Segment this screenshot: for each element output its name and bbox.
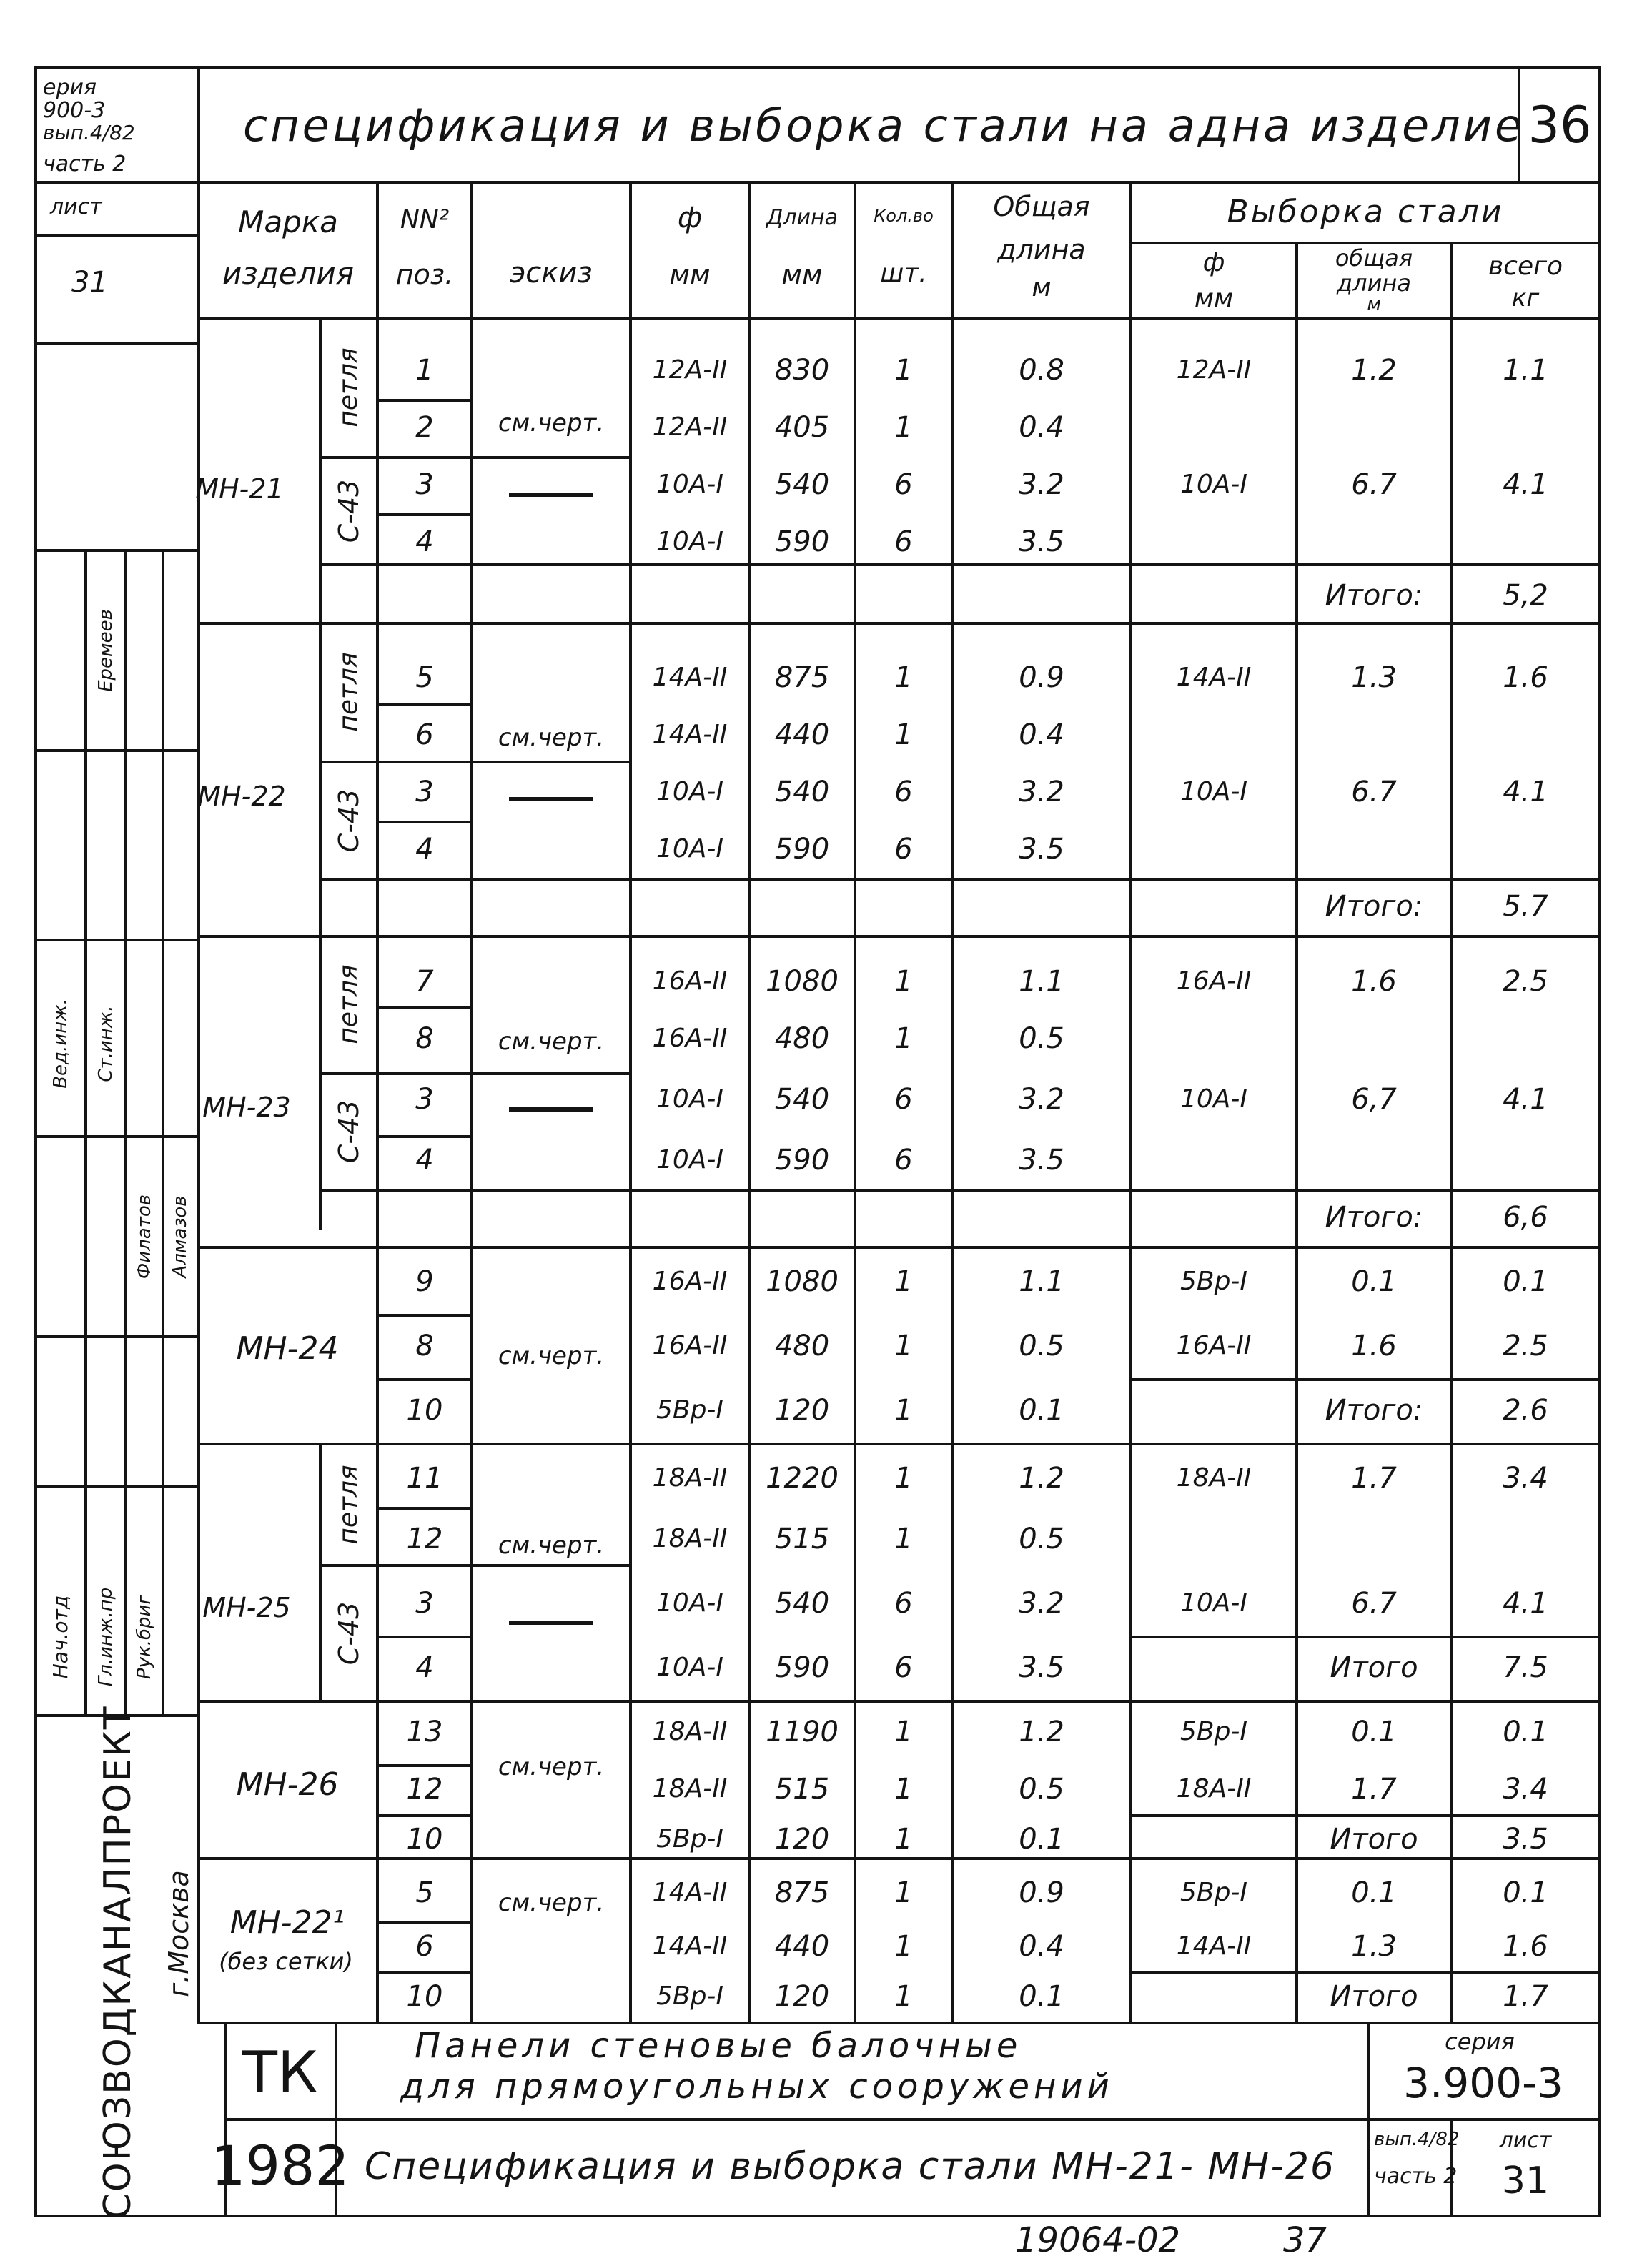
selection-len: Итого:: [1325, 1201, 1423, 1234]
group-loop-1: петля: [334, 347, 363, 427]
selection-len: 0.1: [1351, 1716, 1397, 1748]
title-series-label: серия: [1445, 2028, 1515, 2055]
selection-len: Итого: [1330, 1651, 1418, 1684]
row-total: 1.2: [1019, 1716, 1064, 1748]
row-total: 0.5: [1019, 1330, 1064, 1362]
header-mark-l2: изделия: [222, 256, 354, 291]
row-len: 120: [774, 1394, 830, 1427]
header-sel-kg-l2: кг: [1511, 284, 1540, 312]
row-len: 590: [774, 525, 830, 558]
row-total: 1.1: [1019, 1265, 1064, 1298]
group-c43-3: С-43: [333, 1099, 365, 1164]
row-diam: 16А-II: [652, 1267, 728, 1297]
row-diam: 14А-II: [652, 720, 728, 750]
selection-diam: 5Вр-I: [1179, 1878, 1248, 1908]
selection-kg: 2.6: [1503, 1394, 1548, 1427]
header-total-l2: длина: [997, 234, 1086, 265]
selection-kg: 1.1: [1503, 354, 1548, 387]
row-pos: 10: [406, 1823, 443, 1856]
selection-diam: 14А-II: [1176, 663, 1252, 693]
selection-kg: 4.1: [1503, 776, 1548, 808]
title-part: часть 2: [1374, 2164, 1458, 2189]
row-qty: 1: [894, 354, 913, 387]
page-number: 36: [1528, 96, 1592, 154]
row-diam: 10А-I: [656, 1588, 724, 1618]
row-total: 3.2: [1019, 468, 1064, 501]
selection-kg: 6,6: [1503, 1201, 1548, 1234]
row-diam: 10А-I: [656, 470, 724, 500]
org-city: г.Москва: [163, 1870, 194, 1997]
row-total: 0.5: [1019, 1773, 1064, 1806]
selection-diam: 18А-II: [1176, 1774, 1252, 1804]
row-qty: 6: [894, 1587, 913, 1620]
selection-kg: 5,2: [1503, 579, 1548, 612]
header-sel-len-l1: общая: [1335, 244, 1413, 272]
stamp-issue: вып.4/82: [43, 121, 135, 144]
row-total: 3.5: [1019, 525, 1064, 558]
selection-kg: 1.7: [1503, 1980, 1548, 2013]
selection-kg: 1.6: [1503, 1930, 1548, 1963]
selection-len: 6.7: [1351, 1587, 1397, 1620]
row-diam: 18А-II: [652, 1774, 728, 1804]
selection-diam: 5Вр-I: [1179, 1267, 1248, 1297]
row-diam: 18А-II: [652, 1463, 728, 1493]
row-pos: 10: [406, 1980, 443, 2013]
selection-diam: 10А-I: [1179, 777, 1248, 807]
header-selection: Выборка стали: [1227, 194, 1504, 230]
see-drawing-1: см.черт.: [498, 409, 605, 437]
row-qty: 6: [894, 833, 913, 866]
sig-role-senior: Ст.инж.: [95, 1005, 117, 1082]
row-total: 3.2: [1019, 1083, 1064, 1116]
row-pos: 9: [415, 1265, 434, 1298]
row-qty: 1: [894, 1022, 913, 1055]
row-pos: 5: [415, 1876, 434, 1909]
selection-kg: 2.5: [1503, 1330, 1548, 1362]
header-sel-len-l2: длина: [1337, 269, 1411, 297]
row-total: 0.1: [1019, 1980, 1064, 2013]
selection-len: 1.7: [1351, 1773, 1397, 1806]
group-loop-4: петля: [334, 1465, 363, 1545]
header-sel-kg-l1: всего: [1488, 252, 1563, 281]
org-name: СОЮЗВОДКАНАЛПРОЕКТ: [97, 1705, 139, 2220]
see-drawing-5: см.черт.: [498, 1531, 605, 1560]
see-drawing-3: см.черт.: [498, 1027, 605, 1056]
group-loop-3: петля: [334, 964, 363, 1044]
sig-name-almazov: Алмазов: [169, 1195, 191, 1278]
header-sel-diam-l1: ф: [1202, 248, 1225, 277]
header-pos-l1: NN²: [400, 205, 450, 234]
selection-diam: 12А-II: [1176, 355, 1252, 385]
row-qty: 1: [894, 1523, 913, 1555]
selection-len: 1.2: [1351, 354, 1397, 387]
row-qty: 1: [894, 1330, 913, 1362]
row-pos: 3: [415, 468, 434, 501]
selection-kg: 3.5: [1503, 1823, 1548, 1856]
row-qty: 1: [894, 1716, 913, 1748]
row-diam: 18А-II: [652, 1717, 728, 1747]
selection-kg: 3.4: [1503, 1773, 1548, 1806]
sig-name-filatov: Филатов: [134, 1194, 155, 1280]
row-pos: 4: [415, 1144, 434, 1177]
row-len: 540: [774, 468, 830, 501]
selection-len: 6,7: [1351, 1083, 1397, 1116]
row-len: 405: [774, 411, 830, 444]
selection-kg: 3.4: [1503, 1462, 1548, 1495]
see-drawing-2: см.черт.: [498, 723, 605, 752]
mark-mn22: МН-22: [197, 781, 286, 812]
selection-diam: 10А-I: [1179, 1084, 1248, 1114]
row-total: 0.4: [1019, 1930, 1064, 1963]
selection-diam: 16А-II: [1176, 966, 1252, 996]
row-qty: 1: [894, 965, 913, 998]
stamp-sheet-number: 31: [71, 266, 108, 299]
group-c43-1: С-43: [333, 479, 365, 543]
row-len: 515: [774, 1773, 830, 1806]
header-diam-l1: ф: [677, 202, 703, 234]
title-year: 1982: [211, 2134, 350, 2197]
mark-mn25: МН-25: [202, 1592, 291, 1623]
selection-len: 1.3: [1351, 1930, 1397, 1963]
row-qty: 1: [894, 1462, 913, 1495]
selection-diam: 16А-II: [1176, 1331, 1252, 1361]
header-pos-l2: поз.: [395, 259, 454, 290]
header-len-l2: мм: [781, 259, 823, 290]
row-pos: 8: [415, 1330, 434, 1362]
row-total: 1.2: [1019, 1462, 1064, 1495]
row-len: 540: [774, 1083, 830, 1116]
row-len: 590: [774, 1144, 830, 1177]
selection-len: 0.1: [1351, 1265, 1397, 1298]
selection-kg: 4.1: [1503, 1587, 1548, 1620]
row-qty: 1: [894, 1930, 913, 1963]
selection-len: 1.6: [1351, 1330, 1397, 1362]
row-len: 120: [774, 1823, 830, 1856]
title-series: 3.900-3: [1403, 2059, 1563, 2107]
sig-role-leading: Вед.инж.: [50, 999, 71, 1089]
selection-kg: 0.1: [1503, 1716, 1548, 1748]
row-diam: 10А-I: [656, 1653, 724, 1683]
row-pos: 3: [415, 1083, 434, 1116]
selection-len: 0.1: [1351, 1876, 1397, 1909]
selection-len: 1.7: [1351, 1462, 1397, 1495]
mark-mn26: МН-26: [236, 1766, 339, 1803]
stamp-part: часть 2: [43, 152, 127, 177]
selection-diam: 10А-I: [1179, 1588, 1248, 1618]
row-len: 515: [774, 1523, 830, 1555]
row-len: 1080: [766, 1265, 839, 1298]
selection-diam: 18А-II: [1176, 1463, 1252, 1493]
row-total: 1.1: [1019, 965, 1064, 998]
stamp-sheet-label: лист: [50, 194, 102, 219]
row-diam: 5Вр-I: [656, 1982, 724, 2012]
header-diam-l2: мм: [669, 259, 711, 290]
row-len: 480: [774, 1330, 830, 1362]
footer-code: 19064-02: [1015, 2220, 1181, 2260]
selection-len: 1.3: [1351, 661, 1397, 694]
row-len: 1190: [766, 1716, 839, 1748]
selection-len: Итого:: [1325, 579, 1423, 612]
selection-len: Итого: [1330, 1980, 1418, 2013]
row-diam: 5Вр-I: [656, 1824, 724, 1854]
row-qty: 6: [894, 468, 913, 501]
sig-role-lead: Рук.бриг: [134, 1594, 155, 1680]
row-pos: 3: [415, 1587, 434, 1620]
header-mark-l1: Марка: [238, 204, 338, 239]
page-title: спецификация и выборка стали на адна изделие: [243, 99, 1525, 152]
selection-len: 6.7: [1351, 776, 1397, 808]
row-pos: 3: [415, 776, 434, 808]
row-total: 0.1: [1019, 1823, 1064, 1856]
row-pos: 6: [415, 1930, 434, 1963]
row-pos: 1: [415, 354, 434, 387]
row-total: 0.5: [1019, 1022, 1064, 1055]
row-diam: 16А-II: [652, 966, 728, 996]
row-qty: 6: [894, 1083, 913, 1116]
row-diam: 14А-II: [652, 1878, 728, 1908]
row-pos: 2: [415, 411, 434, 444]
header-qty-l2: шт.: [880, 259, 927, 288]
selection-kg: 2.5: [1503, 965, 1548, 998]
sig-role-head: Нач.отд: [49, 1595, 72, 1679]
row-len: 540: [774, 1587, 830, 1620]
header-qty-l1: Кол.во: [874, 206, 934, 226]
title-sheet: 31: [1501, 2159, 1550, 2202]
stamp-series-label: ерия: [43, 75, 97, 100]
stamp-series-number: 900-3: [43, 98, 106, 123]
row-pos: 4: [415, 1651, 434, 1684]
row-qty: 6: [894, 525, 913, 558]
row-diam: 12А-II: [652, 355, 728, 385]
group-c43-2: С-43: [333, 788, 365, 853]
title-name-l2: для прямоугольных сооружений: [400, 2067, 1114, 2107]
selection-diam: 10А-I: [1179, 470, 1248, 500]
see-drawing-6: см.черт.: [498, 1753, 605, 1781]
header-len-l1: Длина: [766, 205, 839, 230]
row-pos: 8: [415, 1022, 434, 1055]
row-pos: 4: [415, 525, 434, 558]
group-loop-2: петля: [334, 652, 363, 732]
selection-kg: 4.1: [1503, 468, 1548, 501]
row-pos: 6: [415, 718, 434, 751]
selection-len: Итого: [1330, 1823, 1418, 1856]
selection-len: 6.7: [1351, 468, 1397, 501]
mark-mn21: МН-21: [195, 473, 284, 505]
see-drawing-4: см.черт.: [498, 1342, 605, 1370]
row-qty: 1: [894, 1773, 913, 1806]
row-pos: 11: [406, 1462, 443, 1495]
row-len: 590: [774, 833, 830, 866]
group-c43-4: С-43: [333, 1601, 365, 1666]
row-len: 875: [774, 661, 830, 694]
row-len: 1080: [766, 965, 839, 998]
row-qty: 1: [894, 411, 913, 444]
row-total: 3.5: [1019, 1651, 1064, 1684]
row-diam: 10А-I: [656, 1145, 724, 1175]
selection-len: Итого:: [1325, 1394, 1423, 1427]
title-name-l1: Панели стеновые балочные: [415, 2026, 1022, 2066]
selection-len: Итого:: [1325, 890, 1423, 923]
row-diam: 14А-II: [652, 1931, 728, 1961]
row-total: 0.8: [1019, 354, 1064, 387]
row-total: 0.5: [1019, 1523, 1064, 1555]
row-total: 0.9: [1019, 1876, 1064, 1909]
row-qty: 1: [894, 718, 913, 751]
selection-kg: 0.1: [1503, 1265, 1548, 1298]
row-total: 0.4: [1019, 411, 1064, 444]
row-diam: 10А-I: [656, 527, 724, 557]
row-len: 120: [774, 1980, 830, 2013]
selection-diam: 5Вр-I: [1179, 1717, 1248, 1747]
row-len: 590: [774, 1651, 830, 1684]
row-diam: 12А-II: [652, 412, 728, 442]
header-sketch: эскиз: [510, 257, 593, 290]
row-pos: 7: [415, 965, 434, 998]
row-pos: 5: [415, 661, 434, 694]
row-qty: 1: [894, 1394, 913, 1427]
header-sel-len-l3: м: [1367, 294, 1381, 315]
see-drawing-7: см.черт.: [498, 1889, 605, 1917]
row-total: 0.1: [1019, 1394, 1064, 1427]
row-diam: 5Вр-I: [656, 1395, 724, 1425]
sig-name-eremeev: Еремеев: [95, 609, 117, 692]
row-diam: 14А-II: [652, 663, 728, 693]
row-len: 540: [774, 776, 830, 808]
row-diam: 10А-I: [656, 777, 724, 807]
header-total-l1: Общая: [993, 191, 1090, 222]
row-pos: 4: [415, 833, 434, 866]
row-total: 3.2: [1019, 776, 1064, 808]
row-diam: 10А-I: [656, 834, 724, 864]
row-len: 440: [774, 1930, 830, 1963]
mark-mn23: МН-23: [202, 1092, 291, 1123]
row-pos: 12: [406, 1773, 443, 1806]
row-qty: 1: [894, 1980, 913, 2013]
row-diam: 16А-II: [652, 1024, 728, 1054]
header-total-l3: м: [1032, 273, 1052, 302]
row-qty: 1: [894, 661, 913, 694]
selection-diam: 14А-II: [1176, 1931, 1252, 1961]
row-len: 440: [774, 718, 830, 751]
selection-len: 1.6: [1351, 965, 1397, 998]
row-pos: 10: [406, 1394, 443, 1427]
row-total: 3.2: [1019, 1587, 1064, 1620]
row-len: 830: [774, 354, 830, 387]
row-total: 3.5: [1019, 1144, 1064, 1177]
mark-mn22b-l2: (без сетки): [219, 1948, 353, 1975]
footer-page: 37: [1283, 2220, 1327, 2260]
row-total: 3.5: [1019, 833, 1064, 866]
row-qty: 1: [894, 1265, 913, 1298]
row-total: 0.4: [1019, 718, 1064, 751]
sig-role-chief: Гл.инж.пр: [95, 1587, 117, 1687]
row-qty: 1: [894, 1876, 913, 1909]
title-name-l3: Спецификация и выборка стали МН-21- МН-26: [365, 2145, 1336, 2188]
title-issue: вып.4/82: [1374, 2129, 1460, 2150]
mark-mn24: МН-24: [236, 1330, 339, 1367]
row-diam: 10А-I: [656, 1084, 724, 1114]
title-sheet-label: лист: [1499, 2128, 1552, 2153]
row-total: 0.9: [1019, 661, 1064, 694]
selection-kg: 0.1: [1503, 1876, 1548, 1909]
row-pos: 12: [406, 1523, 443, 1555]
row-qty: 6: [894, 776, 913, 808]
selection-kg: 7.5: [1503, 1651, 1548, 1684]
mark-mn22b-l1: МН-22¹: [229, 1904, 345, 1941]
row-qty: 6: [894, 1144, 913, 1177]
header-sel-diam-l2: мм: [1194, 284, 1234, 313]
row-qty: 6: [894, 1651, 913, 1684]
row-diam: 18А-II: [652, 1524, 728, 1554]
selection-kg: 4.1: [1503, 1083, 1548, 1116]
row-len: 1220: [766, 1462, 839, 1495]
row-len: 875: [774, 1876, 830, 1909]
selection-kg: 5.7: [1503, 890, 1548, 923]
row-pos: 13: [406, 1716, 443, 1748]
row-len: 480: [774, 1022, 830, 1055]
row-diam: 16А-II: [652, 1331, 728, 1361]
title-tk: ТК: [242, 2039, 318, 2106]
row-qty: 1: [894, 1823, 913, 1856]
selection-kg: 1.6: [1503, 661, 1548, 694]
